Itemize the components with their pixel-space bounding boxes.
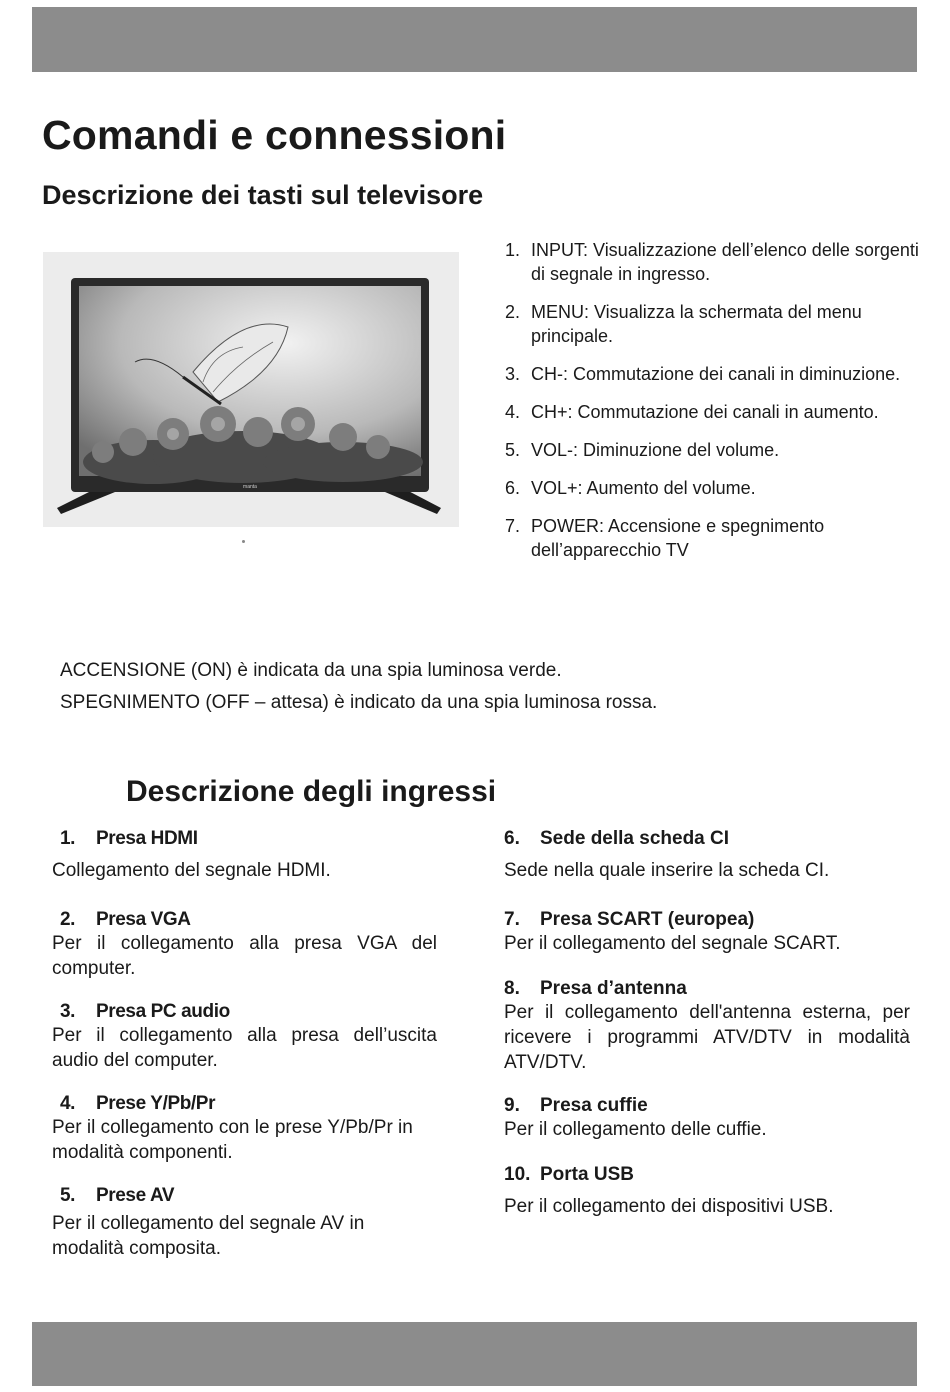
input-entry: 3. Presa PC audio Per il collegamento alla presa dell’uscita audio del computer. — [52, 1001, 437, 1071]
tv-image — [43, 252, 459, 527]
list-item: 2. MENU: Visualizza la schermata del menu principale. — [505, 302, 862, 346]
status-off-text: SPEGNIMENTO (OFF – attesa) è indicato da una spia luminosa rossa. — [60, 692, 658, 713]
inputs-column-left — [52, 828, 437, 1261]
list-item: 3. CH-: Commutazione dei canali in diminuzione. — [505, 364, 901, 384]
tv-brand-logo: manta — [243, 484, 257, 490]
inputs-heading: Descrizione degli ingressi — [126, 775, 497, 808]
list-item: 7. POWER: Accensione e spegnimento dell’apparecchio TV — [505, 516, 825, 560]
image-dot — [242, 540, 245, 543]
page-title: Comandi e connessioni — [42, 112, 507, 158]
list-item: 4. CH+: Commutazione dei canali in aumento. — [505, 402, 879, 422]
list-item: 6. VOL+: Aumento del volume. — [505, 478, 756, 498]
input-entry: 10. Porta USB Per il collegamento dei dispositivi USB. — [504, 1164, 834, 1217]
input-entry: 8. Presa d’antenna Per il collegamento dell'antenna esterna, per ricevere i programmi ATV/DTV in modalità ATV/DTV. — [504, 978, 910, 1073]
list-item: 1. INPUT: Visualizzazione dell’elenco delle sorgenti di segnale in ingresso. — [505, 240, 919, 284]
footer-band — [32, 1322, 917, 1386]
input-entry: 7. Presa SCART (europea) Per il collegamento del segnale SCART. — [504, 909, 841, 954]
input-entry: 4. Prese Y/Pb/Pr Per il collegamento con le prese Y/Pb/Pr in modalità componenti. — [52, 1093, 413, 1163]
input-entry: 1. Presa HDMI Collegamento del segnale HDMI. — [52, 828, 331, 881]
tv-illustration — [43, 252, 459, 527]
input-entry: 6. Sede della scheda CI Sede nella quale inserire la scheda CI. — [504, 828, 830, 881]
input-entry: 5. Prese AV Per il collegamento del segnale AV in modalità composita. — [52, 1185, 365, 1259]
list-item: 5. VOL-: Diminuzione del volume. — [505, 440, 780, 460]
input-entry: 2. Presa VGA Per il collegamento alla presa VGA del computer. — [52, 909, 437, 979]
keys-heading: Descrizione dei tasti sul televisore — [42, 180, 484, 210]
inputs-column-right — [504, 828, 910, 1219]
status-on-text: ACCENSIONE (ON) è indicata da una spia luminosa verde. — [60, 660, 562, 681]
input-entry: 9. Presa cuffie Per il collegamento delle cuffie. — [504, 1095, 767, 1140]
keys-list — [505, 238, 920, 576]
header-band — [32, 7, 917, 72]
